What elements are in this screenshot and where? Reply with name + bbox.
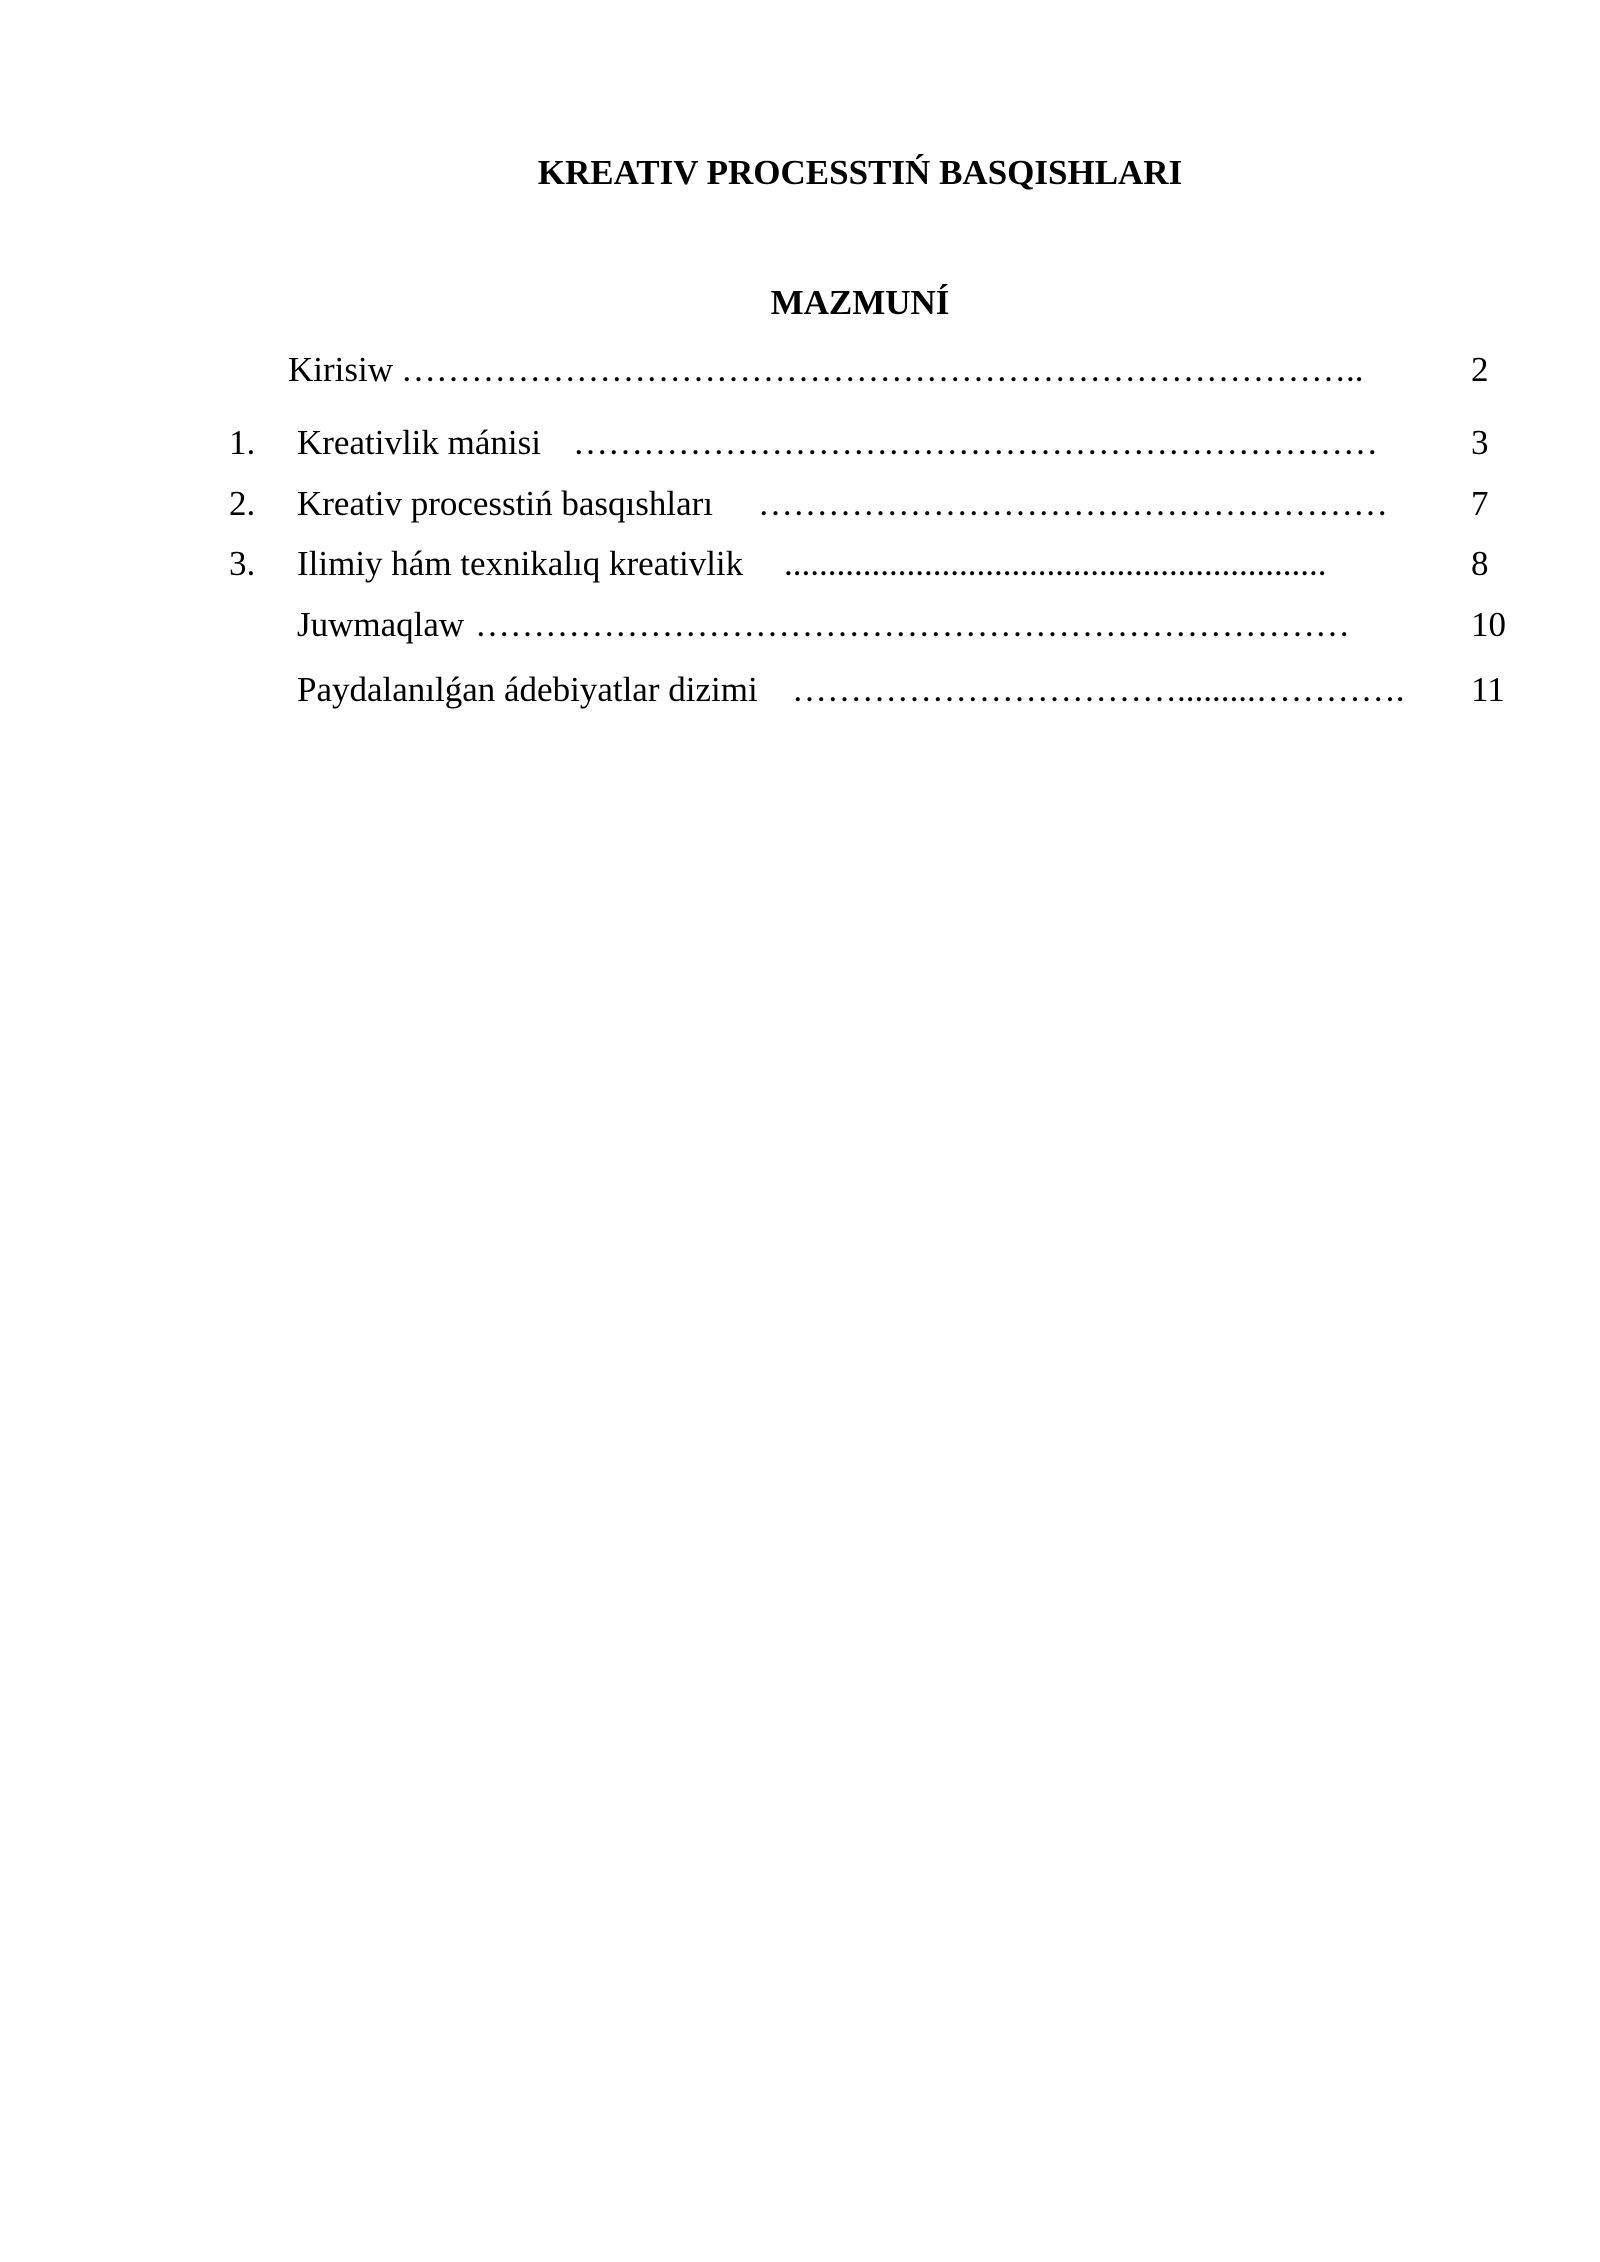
- toc-entry-page: 3: [1471, 423, 1489, 462]
- toc-entry-number: 1.: [229, 423, 256, 462]
- toc-entry-label: Kreativlik mánisi: [297, 423, 541, 462]
- toc-heading: MAZMUNÍ: [770, 283, 950, 322]
- toc-entry-leader: ..............................................................: [784, 544, 1327, 583]
- toc-entry-label: Paydalanılǵan ádebiyatlar dizimi: [297, 670, 758, 709]
- toc-entry-number: 3.: [229, 544, 256, 583]
- toc-entry-page: 8: [1471, 544, 1489, 583]
- toc-entry-label: Ilimiy hám texnikalıq kreativlik: [297, 544, 744, 583]
- toc-entry-page: 10: [1471, 605, 1506, 644]
- toc-entry-number: 2.: [229, 484, 256, 523]
- toc-entry-leader: …………………………….........………….: [792, 670, 1405, 709]
- toc-entry: [0, 542, 1600, 586]
- table-of-contents: [0, 0, 1600, 800]
- toc-entry: [0, 482, 1600, 526]
- toc-entry: [0, 603, 1600, 647]
- document-title: KREATIV PROCESSTIŃ BASQISHLARI: [537, 153, 1183, 192]
- toc-entry-leader: …………………………………………………………………: [475, 605, 1350, 644]
- toc-entry-label: Kreativ processtiń basqıshları: [297, 484, 714, 523]
- toc-entry-leader: ………………………………………………………………………..: [401, 350, 1364, 389]
- toc-entry-page: 11: [1471, 670, 1505, 709]
- toc-entry-page: 2: [1471, 350, 1489, 389]
- toc-entry: [0, 668, 1600, 712]
- toc-entry-leader: ……………………………………………………………: [573, 423, 1378, 462]
- toc-entry-label: Juwmaqlaw: [297, 605, 465, 644]
- toc-entry-label: Kirisiw: [288, 350, 393, 389]
- toc-entry-leader: ………………………………………………: [758, 484, 1388, 523]
- toc-entry-page: 7: [1471, 484, 1489, 523]
- toc-entry: [0, 421, 1600, 465]
- toc-entry: [0, 348, 1600, 392]
